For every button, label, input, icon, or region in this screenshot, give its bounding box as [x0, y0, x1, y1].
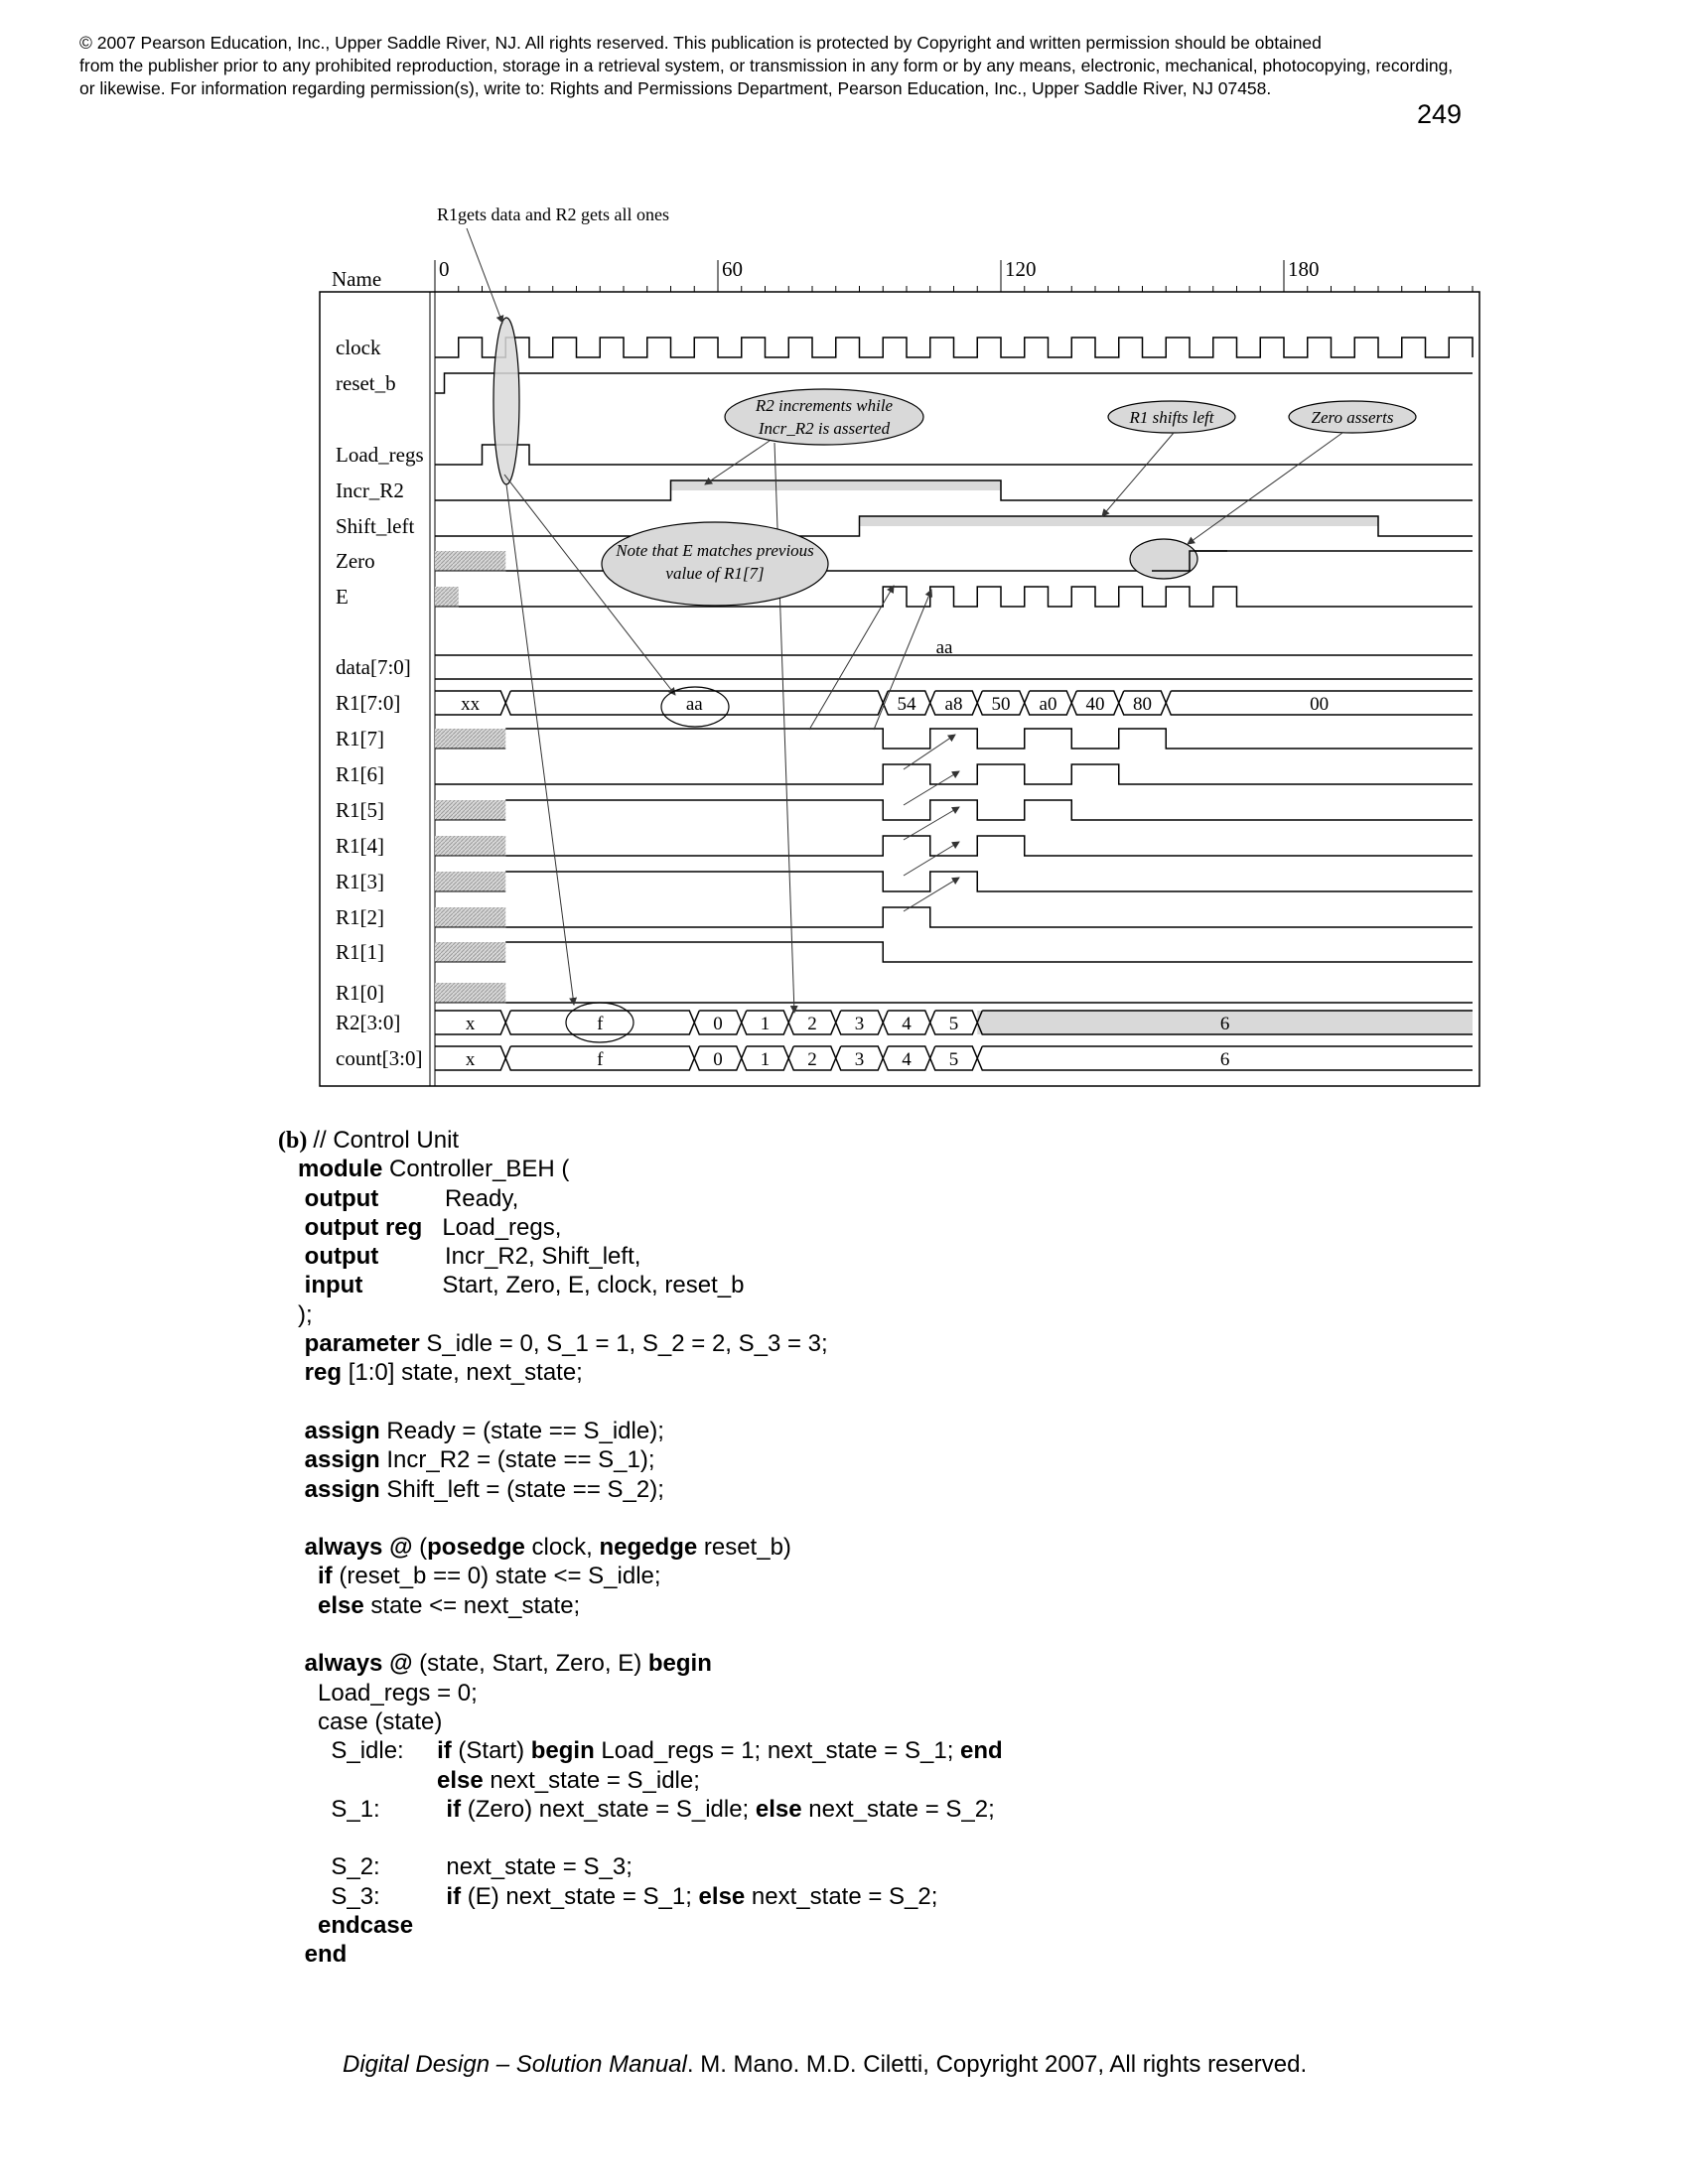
- signal-name-label: R1[2]: [336, 905, 384, 929]
- bus-value-label: 4: [902, 1049, 912, 1070]
- code-keyword: negedge: [599, 1534, 698, 1562]
- unknown-value-region: [435, 907, 505, 927]
- annotation-arrow: [467, 228, 502, 323]
- code-text: [278, 1243, 305, 1270]
- bus-value-label: 6: [1219, 1049, 1230, 1070]
- code-keyword: begin: [647, 1650, 712, 1678]
- code-text: [278, 1185, 305, 1212]
- bus-value-label: 1: [760, 1049, 771, 1070]
- code-keyword: if: [446, 1882, 462, 1910]
- signal-waveform: [505, 942, 1473, 962]
- load-event-highlight: [493, 318, 519, 484]
- signal-name-label: Shift_left: [336, 514, 415, 538]
- code-text: // Control Unit: [313, 1127, 460, 1154]
- bus-value-label: 40: [1085, 694, 1105, 715]
- code-text: [278, 1446, 305, 1473]
- code-text: [278, 1563, 318, 1589]
- annotation-arrow: [904, 807, 959, 840]
- code-text: (state, Start, Zero, E): [412, 1650, 648, 1678]
- code-text: [278, 1534, 305, 1561]
- page-number: 249: [1416, 99, 1462, 129]
- signal-name-label: count[3:0]: [336, 1046, 423, 1070]
- signal-name-label: R1[0]: [336, 981, 384, 1005]
- code-keyword: begin: [530, 1737, 595, 1765]
- signal-name-label: data[7:0]: [336, 655, 411, 679]
- code-text: [278, 1418, 305, 1444]
- code-text: [278, 1272, 305, 1298]
- code-text: Shift_left = (state == S_2);: [379, 1475, 664, 1503]
- code-text: [278, 1912, 318, 1939]
- bus-value-label: xx: [461, 694, 481, 715]
- signal-name-label: R1[5]: [336, 798, 384, 822]
- time-tick-label: 0: [439, 257, 450, 281]
- annotation-increment-note: R2 increments while: [755, 396, 894, 415]
- code-text: Load_regs = 0;: [278, 1679, 478, 1706]
- signal-waveform: [505, 836, 1473, 856]
- signal-shading: [671, 480, 1002, 490]
- clock-waveform: [435, 338, 1473, 357]
- bus-value-label: 5: [948, 1014, 959, 1034]
- code-keyword: if: [318, 1563, 333, 1590]
- annotation-load-note: R1gets data and R2 gets all ones: [437, 205, 669, 224]
- code-text: S_2: next_state = S_3;: [278, 1853, 633, 1881]
- verilog-code-listing: [278, 1126, 1003, 1970]
- signal-waveform: [505, 907, 1473, 927]
- signal-name-label: E: [336, 585, 349, 609]
- footer-credits: . M. Mano. M.D. Ciletti, Copyright 2007, All rights reserved.: [686, 2051, 1308, 2078]
- code-keyword: else: [698, 1882, 746, 1910]
- signal-name-label: R1[7:0]: [336, 691, 401, 715]
- annotation-e-note: Note that E matches previous: [616, 541, 814, 560]
- bus-value-label: 3: [854, 1014, 865, 1034]
- code-line: [278, 1620, 1003, 1649]
- signal-waveform: [505, 800, 1473, 820]
- code-keyword: posedge: [427, 1534, 525, 1562]
- signal-name-label: R2[3:0]: [336, 1011, 401, 1034]
- code-keyword: if: [437, 1737, 452, 1765]
- code-keyword: output: [304, 1184, 379, 1212]
- signal-waveform: [505, 872, 1473, 891]
- code-text: [278, 1476, 305, 1503]
- annotation-e-note: value of R1[7]: [665, 564, 765, 583]
- code-text: [1:0] state, next_state;: [342, 1359, 583, 1387]
- code-text: Incr_R2, Shift_left,: [378, 1243, 641, 1271]
- bus-value-label: 6: [1219, 1014, 1230, 1034]
- code-text: reset_b): [697, 1534, 791, 1562]
- code-keyword: assign: [304, 1417, 380, 1444]
- bus-value-label: 2: [807, 1049, 817, 1070]
- code-keyword: else: [318, 1591, 364, 1619]
- code-line: [278, 1184, 1003, 1213]
- bus-value-label: aa: [935, 637, 953, 658]
- unknown-value-region: [435, 836, 505, 856]
- bus-value-label: aa: [685, 694, 703, 715]
- code-text: next_state = S_2;: [745, 1882, 938, 1910]
- bus-value-label: f: [597, 1014, 604, 1034]
- code-line: [278, 1475, 1003, 1504]
- unknown-value-region: [435, 800, 505, 820]
- code-line: [278, 1562, 1003, 1590]
- code-line: [278, 1504, 1003, 1533]
- code-text: (Start): [451, 1737, 531, 1765]
- signal-waveform: [459, 587, 1473, 607]
- code-keyword: end: [960, 1737, 1003, 1765]
- code-text: [278, 1941, 305, 1968]
- code-keyword: end: [304, 1941, 348, 1969]
- part-label: (b): [278, 1128, 314, 1154]
- bus-value-label: 54: [897, 694, 916, 715]
- code-text: S_1:: [278, 1795, 447, 1823]
- code-text: [278, 1650, 305, 1677]
- signal-name-label: Load_regs: [336, 443, 424, 467]
- bus-value-label: 00: [1310, 694, 1330, 715]
- bus-value-label: f: [597, 1049, 604, 1070]
- annotation-arrow: [705, 441, 770, 484]
- code-text: [278, 1214, 305, 1241]
- zero-assert-highlight: [1130, 539, 1197, 579]
- code-text: [278, 1592, 318, 1619]
- code-line: [278, 1329, 1003, 1358]
- code-line: [278, 1940, 1003, 1969]
- unknown-value-region: [435, 983, 505, 1003]
- bus-value-label: 80: [1133, 694, 1152, 715]
- annotation-arrow: [904, 842, 959, 876]
- code-text: Load_regs,: [422, 1213, 562, 1241]
- code-keyword: else: [755, 1795, 802, 1823]
- code-keyword: parameter: [304, 1330, 420, 1358]
- code-line: [278, 1591, 1003, 1620]
- code-line: [278, 1533, 1003, 1562]
- copyright-line: from the publisher prior to any prohibited reproduction, storage in a retrieval system, or transmission in any form or by any means, electronic, mechanical, photocopying, recording,: [79, 56, 1454, 75]
- code-text: [278, 1767, 437, 1794]
- code-text: (reset_b == 0) state <= S_idle;: [332, 1563, 661, 1590]
- code-text: case (state): [278, 1707, 443, 1735]
- code-line: [278, 1358, 1003, 1387]
- page-footer: [343, 2051, 1307, 2079]
- bus-value-label: x: [465, 1049, 476, 1070]
- code-text: Start, Zero, E, clock, reset_b: [362, 1272, 745, 1299]
- code-text: Load_regs = 1; next_state = S_1;: [594, 1737, 961, 1765]
- code-text: S_idle:: [278, 1737, 438, 1765]
- code-keyword: reg: [304, 1359, 343, 1387]
- copyright-line: © 2007 Pearson Education, Inc., Upper Saddle River, NJ. All rights reserved. This publication is protected by Copyright and written permission should be obtained: [79, 33, 1322, 53]
- code-line: [278, 1824, 1003, 1852]
- code-line: [278, 1882, 1003, 1911]
- code-keyword: endcase: [318, 1912, 414, 1940]
- signal-name-label: R1[3]: [336, 870, 384, 893]
- code-text: [278, 1359, 305, 1386]
- code-line: [278, 1736, 1003, 1765]
- name-column-header: Name: [332, 267, 382, 291]
- code-text: (E) next_state = S_1;: [461, 1882, 699, 1910]
- annotation-arrow: [1188, 433, 1342, 544]
- code-keyword: output: [304, 1243, 379, 1271]
- time-tick-label: 120: [1005, 257, 1037, 281]
- code-line: [278, 1300, 1003, 1329]
- code-text: (Zero) next_state = S_idle;: [461, 1795, 756, 1823]
- code-text: (: [412, 1534, 428, 1562]
- code-text: );: [278, 1300, 313, 1328]
- code-keyword: assign: [304, 1446, 380, 1474]
- code-line: [278, 1707, 1003, 1736]
- code-text: Ready,: [378, 1184, 519, 1212]
- code-line: [278, 1911, 1003, 1940]
- code-text: next_state = S_2;: [801, 1795, 995, 1823]
- unknown-value-region: [435, 551, 505, 571]
- unknown-value-region: [435, 729, 505, 749]
- bus-value-label: 50: [991, 694, 1011, 715]
- code-line: [278, 1242, 1003, 1271]
- signal-waveform: [505, 729, 1473, 749]
- signal-name-label: R1[4]: [336, 834, 384, 858]
- code-text: S_idle = 0, S_1 = 1, S_2 = 2, S_3 = 3;: [419, 1330, 828, 1358]
- footer-book-title: Digital Design – Solution Manual: [343, 2051, 687, 2078]
- bus-value-label: a0: [1039, 694, 1057, 715]
- code-text: next_state = S_idle;: [483, 1766, 700, 1794]
- code-text: Controller_BEH (: [382, 1156, 570, 1183]
- code-line: [278, 1126, 1003, 1155]
- code-text: clock,: [524, 1534, 600, 1562]
- code-line: [278, 1766, 1003, 1795]
- code-line: [278, 1679, 1003, 1707]
- bus-value-label: 2: [807, 1014, 817, 1034]
- code-keyword: input: [304, 1272, 363, 1299]
- bus-value-label: 0: [713, 1014, 723, 1034]
- code-line: [278, 1417, 1003, 1445]
- signal-name-label: R1[1]: [336, 940, 384, 964]
- time-tick-label: 60: [722, 257, 743, 281]
- code-keyword: always @: [304, 1534, 413, 1562]
- code-keyword: if: [446, 1795, 462, 1823]
- code-line: [278, 1213, 1003, 1242]
- unknown-value-region: [435, 942, 505, 962]
- signal-name-label: Incr_R2: [336, 478, 404, 502]
- copyright-line: or likewise. For information regarding permission(s), write to: Rights and Permissions Department, Pearson Education, Inc., Upper Saddle River, NJ 07458.: [79, 78, 1272, 98]
- code-text: [278, 1330, 305, 1357]
- signal-shading: [860, 516, 1379, 526]
- unknown-value-region: [435, 872, 505, 891]
- code-keyword: module: [298, 1156, 383, 1183]
- code-line: [278, 1649, 1003, 1678]
- code-text: Incr_R2 = (state == S_1);: [379, 1446, 655, 1474]
- code-keyword: assign: [304, 1475, 380, 1503]
- signal-name-label: Zero: [336, 549, 375, 573]
- bus-value-label: 1: [760, 1014, 771, 1034]
- signal-name-label: R1[6]: [336, 762, 384, 786]
- bus-value-label: 3: [854, 1049, 865, 1070]
- annotation-arrow: [1102, 433, 1174, 516]
- bus-value-label: 5: [948, 1049, 959, 1070]
- annotation-arrow: [904, 878, 959, 911]
- bus-value-label: a8: [944, 694, 963, 715]
- signal-waveform: [435, 445, 1473, 465]
- signal-name-label: R1[7]: [336, 727, 384, 751]
- signal-name-label: reset_b: [336, 371, 396, 395]
- code-keyword: else: [437, 1766, 484, 1794]
- signal-waveform: [435, 373, 1473, 393]
- code-keyword: always @: [304, 1650, 413, 1678]
- annotation-increment-note: Incr_R2 is asserted: [758, 419, 891, 438]
- annotation-shift-note: R1 shifts left: [1129, 408, 1214, 427]
- bus-value-label: x: [465, 1014, 476, 1034]
- annotation-zero-note: Zero asserts: [1311, 408, 1394, 427]
- unknown-value-region: [435, 587, 459, 607]
- bus-value-label: 0: [713, 1049, 723, 1070]
- code-line: [278, 1795, 1003, 1824]
- time-tick-label: 180: [1288, 257, 1320, 281]
- code-text: Ready = (state == S_idle);: [379, 1417, 664, 1444]
- code-line: [278, 1155, 1003, 1183]
- code-text: S_3:: [278, 1882, 447, 1910]
- code-line: [278, 1445, 1003, 1474]
- code-line: [278, 1388, 1003, 1417]
- bus-value-label: 4: [902, 1014, 912, 1034]
- code-text: [278, 1156, 298, 1182]
- code-line: [278, 1852, 1003, 1881]
- code-keyword: output reg: [304, 1213, 423, 1241]
- code-line: [278, 1271, 1003, 1299]
- signal-name-label: clock: [336, 336, 381, 359]
- code-text: state <= next_state;: [363, 1591, 581, 1619]
